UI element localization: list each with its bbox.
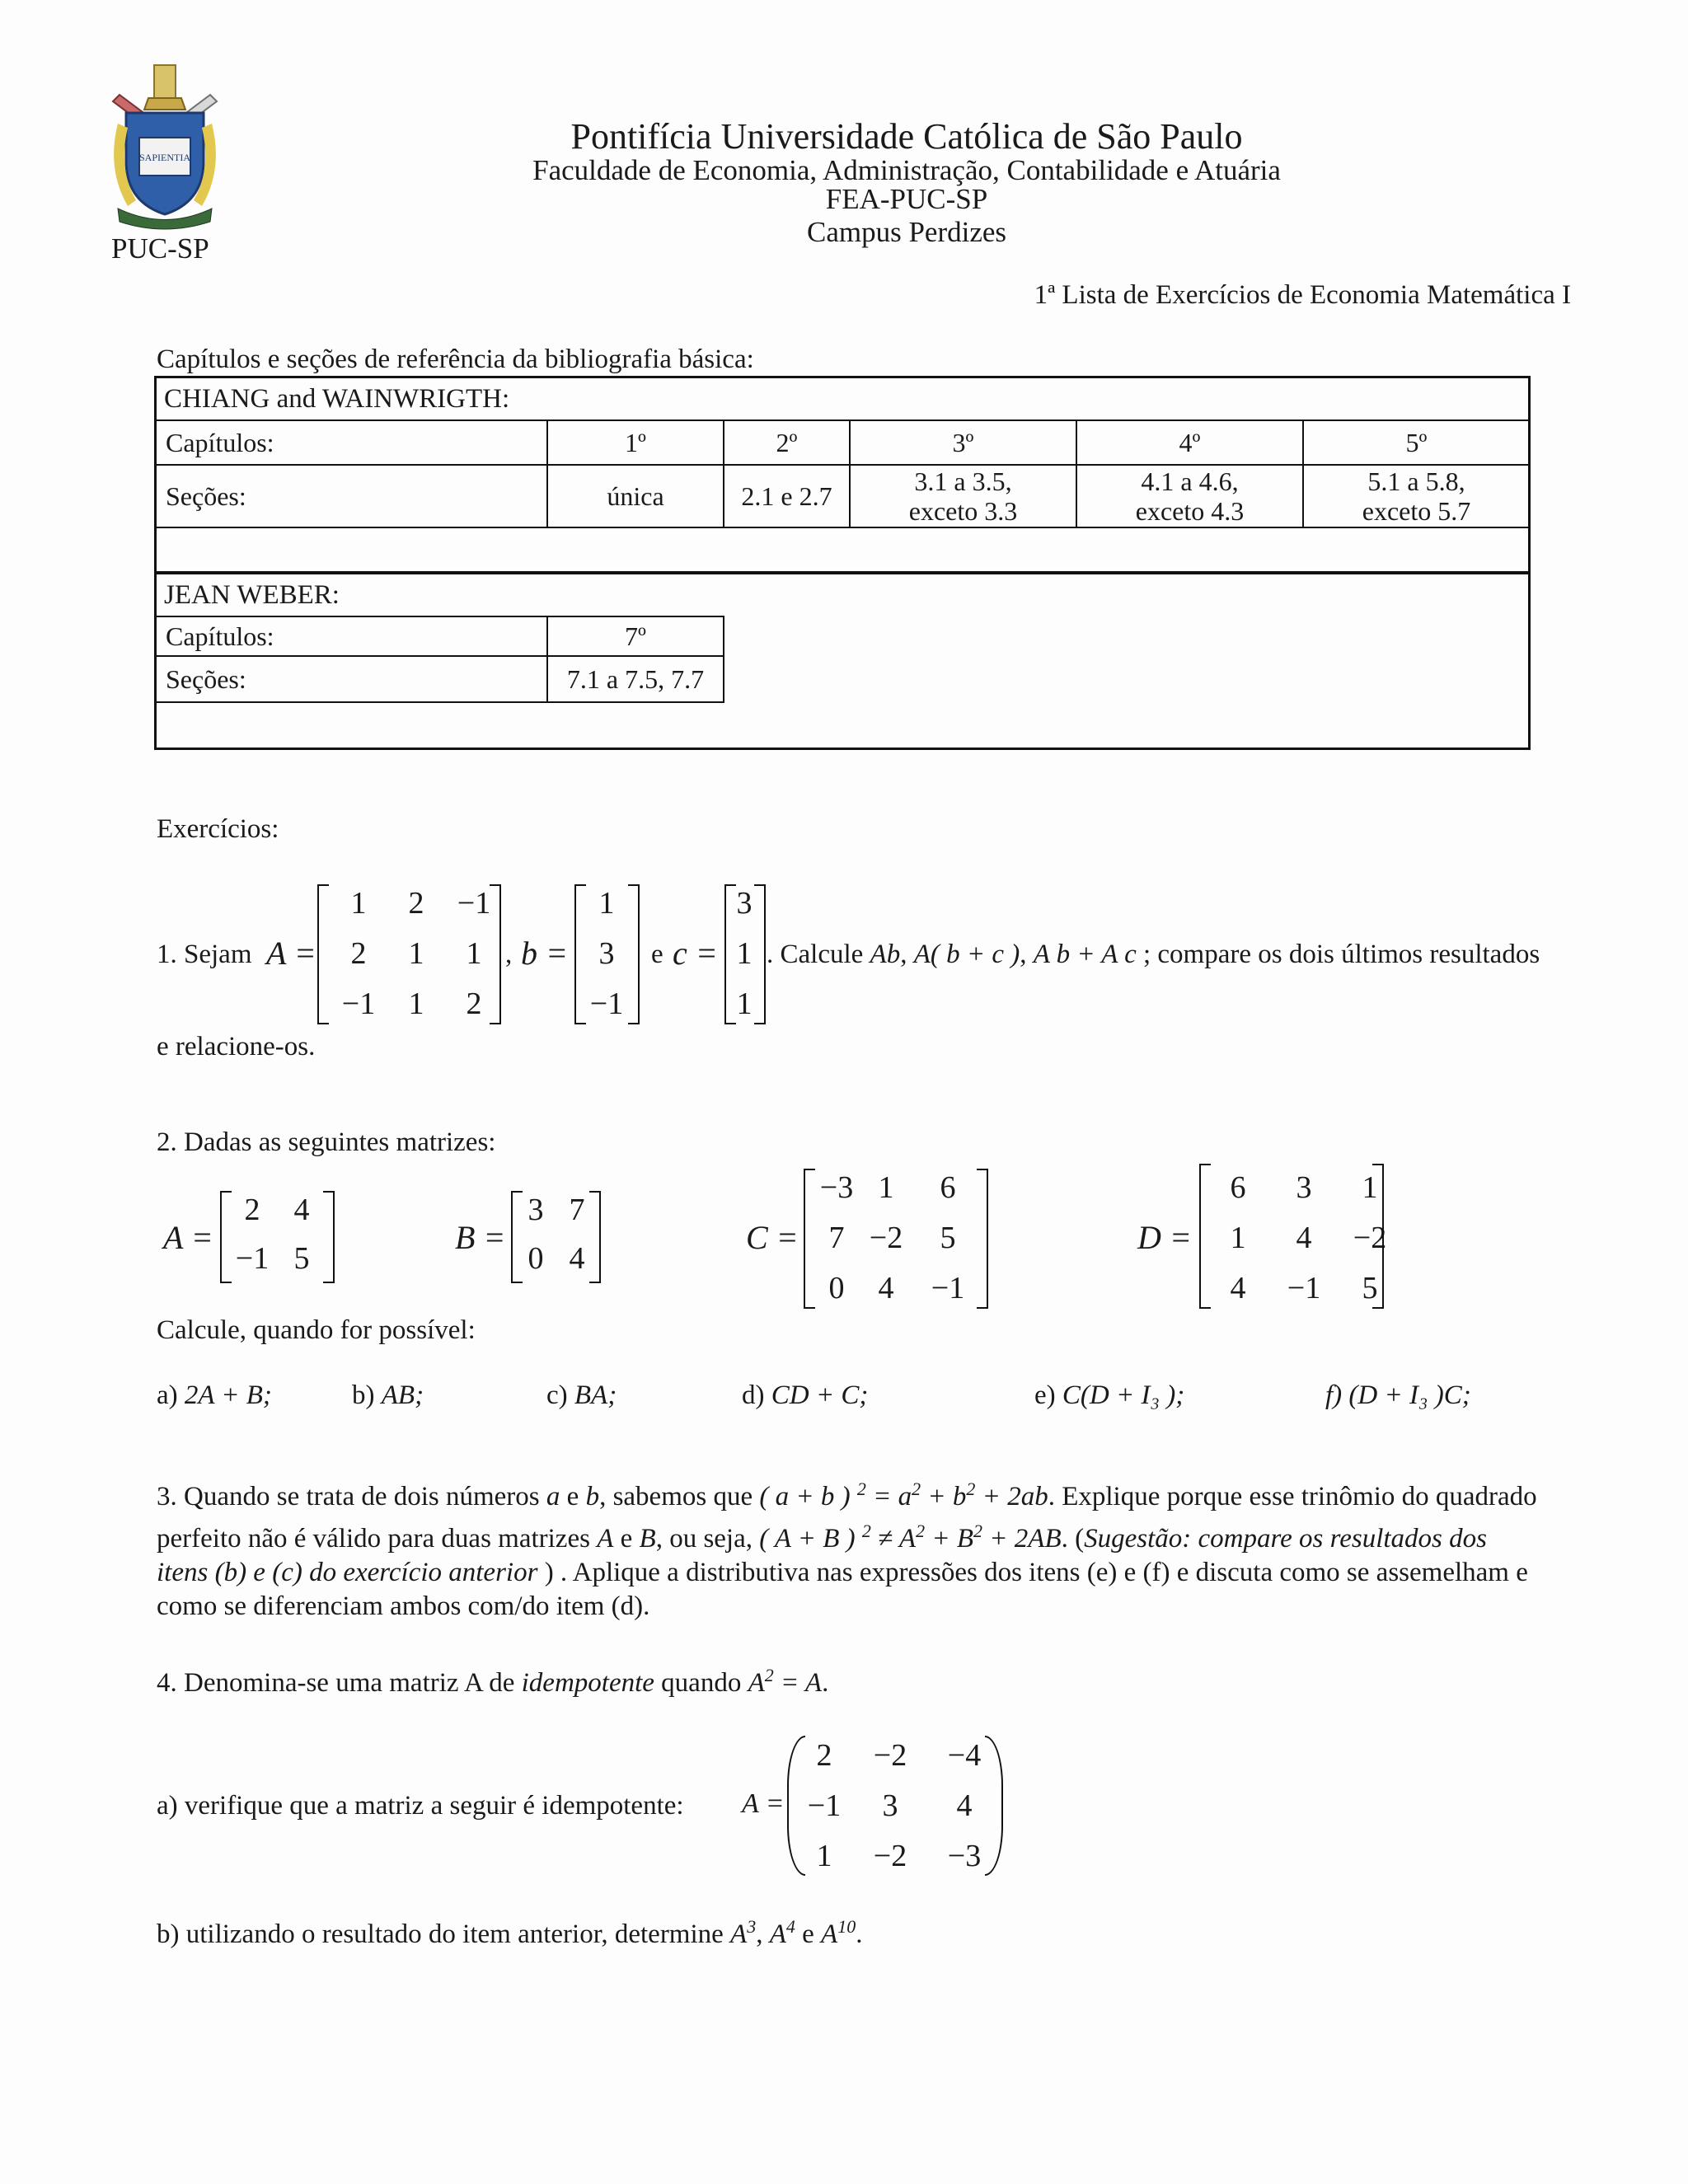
expr: + B [931, 1524, 974, 1554]
ex1-calc-line [767, 940, 1540, 970]
ex4-title [157, 1665, 828, 1699]
ex1-expr-ab: Ab [870, 940, 901, 969]
item-expr: AB; [381, 1380, 424, 1410]
item-expr: (D + I₃ )C; [1348, 1380, 1471, 1410]
weber-chapter-cell: 7º [546, 616, 724, 657]
expr: A [898, 1524, 917, 1554]
matrix-entry: −2 [873, 1839, 907, 1873]
ex1-sep: , [900, 940, 907, 969]
exponent: 2 [861, 1521, 871, 1541]
item-label: f) [1325, 1380, 1343, 1410]
expr: + b [927, 1482, 967, 1511]
expr: + 2ab [982, 1482, 1048, 1511]
chiang-author: CHIANG and WAINWRIGTH: [164, 384, 510, 414]
chiang-section-cell: única [546, 464, 724, 528]
matrix-entry: −1 [457, 886, 491, 921]
matrix-entry: 1 [736, 936, 753, 971]
matrix-entry: 7 [569, 1193, 585, 1227]
ex2-item-e [1034, 1380, 1184, 1411]
ex1-c-label: c = [673, 935, 718, 972]
matrix-entry: 6 [940, 1170, 956, 1205]
item-label: a) [157, 1380, 178, 1410]
power: A [730, 1919, 748, 1949]
text: perfeito não é válido para duas matrizes [157, 1524, 590, 1554]
ex3-line4 [157, 1590, 1571, 1624]
suggestion: itens (b) e (c) do exercício anterior [157, 1558, 538, 1587]
bracket-right [1372, 1164, 1384, 1309]
biblio-intro: Capítulos e seções de referência da bibliografia básica: [157, 344, 754, 374]
item-expr: CD + C; [771, 1380, 869, 1410]
ex4-b-text [157, 1916, 862, 1950]
weber-chapters-label: Capítulos: [154, 616, 548, 657]
matrix-entry: 2 [350, 936, 367, 971]
matrix-entry: −1 [235, 1241, 270, 1276]
matrix-entry: −1 [931, 1271, 965, 1305]
exponent: 2 [856, 1479, 866, 1499]
matrix-entry: −1 [341, 987, 376, 1021]
ex4-A-label: A = [742, 1788, 785, 1819]
ex1-expr-abc: A( b + c ) [913, 940, 1020, 969]
matrix-entry: 1 [1362, 1170, 1378, 1205]
ex2-matrix-A [227, 1192, 326, 1277]
matrix-entry: 1 [408, 987, 424, 1021]
item-expr: BA; [574, 1380, 617, 1410]
ex1-b-label: b = [521, 935, 568, 972]
campus-name: Campus Perdizes [806, 216, 1007, 248]
matrix-entry: −1 [807, 1788, 842, 1823]
ex1-calc-suffix: ; compare os dois últimos resultados [1142, 940, 1540, 969]
ex2-calc: Calcule, quando for possível: [157, 1315, 476, 1345]
text: b) utilizando o resultado do item anterior, determine [157, 1919, 724, 1949]
matrix-entry: 4 [1296, 1221, 1312, 1255]
matrix-entry: −2 [869, 1221, 903, 1255]
chiang-chapter-cell: 4º [1076, 419, 1304, 466]
chiang-chapter-cell: 1º [546, 419, 724, 466]
matrix-entry: 3 [528, 1193, 544, 1227]
var: a [546, 1482, 560, 1511]
chiang-section-cell: 3.1 a 3.5, exceto 3.3 [849, 464, 1077, 528]
matrix-entry: 4 [1230, 1271, 1246, 1305]
exponent: 2 [966, 1479, 976, 1499]
ex2-item-b [352, 1380, 424, 1411]
ex4-formula [748, 1665, 823, 1698]
bracket-right [490, 884, 501, 1024]
exponent: 3 [747, 1916, 757, 1937]
item-label: e) [1034, 1380, 1056, 1410]
ex2-D-label: D = [1137, 1219, 1192, 1256]
ex1-intro: 1. Sejam [157, 940, 252, 969]
weber-section-cell: 7.1 a 7.5, 7.7 [546, 655, 724, 703]
ex4-matrix-A [795, 1737, 1001, 1874]
ex2-item-f [1325, 1380, 1471, 1411]
faculty-abbrev: FEA-PUC-SP [825, 183, 988, 215]
exponent: 2 [916, 1521, 926, 1541]
expr: = A [781, 1668, 823, 1698]
matrix-entry: 7 [828, 1221, 845, 1255]
ex2-matrix-B [515, 1192, 598, 1277]
ex1-expr-abac: A b + A c [1033, 940, 1137, 969]
text: , [756, 1919, 763, 1949]
item-expr: 2A + B; [184, 1380, 272, 1410]
ex1-and: e [651, 940, 663, 969]
bracket-right [589, 1191, 601, 1283]
item-expr: C(D + I₃ ); [1062, 1380, 1185, 1410]
bracket-left [317, 884, 329, 1024]
ex3-paragraph [157, 1472, 1571, 1624]
chiang-sections-label: Seções: [154, 464, 548, 528]
ex2-item-a [157, 1380, 272, 1411]
text: e [620, 1524, 633, 1554]
text: . [856, 1919, 863, 1949]
matrix-entry: 4 [878, 1271, 894, 1305]
matrix-entry: −2 [873, 1738, 907, 1773]
matrix-entry: 1 [466, 936, 482, 971]
ex2-C-label: C = [746, 1219, 799, 1256]
matrix-entry: 6 [1230, 1170, 1246, 1205]
chiang-chapter-cell: 5º [1302, 419, 1531, 466]
matrix-entry: 5 [293, 1241, 310, 1276]
var: B [639, 1524, 656, 1554]
power: A [769, 1919, 786, 1949]
ex1-matrix-A [330, 885, 503, 1022]
svg-text:SAPIENTIA: SAPIENTIA [139, 152, 190, 163]
expr: ( a + b ) [759, 1482, 851, 1511]
matrix-entry: 1 [408, 936, 424, 971]
matrix-entry: 3 [1296, 1170, 1312, 1205]
text: , sabemos que [599, 1482, 753, 1511]
matrix-entry: 1 [350, 886, 367, 921]
matrix-entry: 1 [1230, 1221, 1246, 1255]
matrix-entry: 2 [466, 987, 482, 1021]
matrix-entry: 5 [940, 1221, 956, 1255]
ex2-B-label: B = [455, 1219, 506, 1256]
term: idempotente [521, 1668, 654, 1698]
matrix-entry: 2 [816, 1738, 832, 1773]
matrix-entry: −1 [589, 987, 624, 1021]
puc-sp-crest-logo [103, 62, 227, 235]
expr: ( A + B ) [759, 1524, 856, 1554]
item-label: b) [352, 1380, 375, 1410]
ex2-A-label: A = [163, 1219, 213, 1256]
bracket-right [323, 1191, 335, 1283]
matrix-entry: 1 [736, 987, 753, 1021]
item-label: c) [546, 1380, 568, 1410]
matrix-entry: 1 [816, 1839, 832, 1873]
exponent: 2 [764, 1665, 774, 1685]
matrix-entry: 4 [293, 1193, 310, 1227]
bracket-right [977, 1169, 988, 1309]
matrix-entry: 0 [828, 1271, 845, 1305]
ex1-line2: e relacione-os. [157, 1032, 316, 1062]
weber-sections-label: Seções: [154, 655, 548, 703]
exercises-title: Exercícios: [157, 814, 279, 844]
exponent: 10 [837, 1916, 856, 1937]
chiang-chapter-cell: 3º [849, 419, 1077, 466]
suggestion: Sugestão: compare os resultados dos [1084, 1524, 1487, 1554]
expr: A [748, 1668, 765, 1698]
chiang-section-cell: 5.1 a 5.8, exceto 5.7 [1302, 464, 1531, 528]
exponent: 4 [785, 1916, 795, 1937]
text: e [802, 1919, 814, 1949]
ex1-comma: , [505, 940, 513, 969]
matrix-entry: 3 [882, 1788, 898, 1823]
ex3-formula2 [759, 1521, 1062, 1554]
ex2-item-d [742, 1380, 868, 1411]
list-title: 1ª Lista de Exercícios de Economia Matemática I [1034, 280, 1571, 310]
expr: + 2AB [989, 1524, 1062, 1554]
text: como se diferenciam ambos com/do item (d). [157, 1591, 650, 1621]
matrix-entry: −4 [947, 1738, 982, 1773]
text: 3. Quando se trata de dois números [157, 1482, 540, 1511]
matrix-entry: 2 [244, 1193, 260, 1227]
ex1-sep: , [1020, 940, 1027, 969]
ex4-a-text: a) verifique que a matriz a seguir é idempotente: [157, 1791, 684, 1821]
chiang-chapter-cell: 2º [723, 419, 851, 466]
expr: = a [873, 1482, 912, 1511]
matrix-entry: 0 [528, 1241, 544, 1276]
ex2-matrix-C [812, 1169, 985, 1306]
text: . ( [1061, 1524, 1085, 1554]
matrix-entry: 1 [598, 886, 615, 921]
var: A [597, 1524, 614, 1554]
matrix-entry: 3 [598, 936, 615, 971]
chiang-chapters-label: Capítulos: [154, 419, 548, 466]
matrix-entry: 1 [878, 1170, 894, 1205]
chiang-section-cell: 2.1 e 2.7 [723, 464, 851, 528]
text: ) . Aplique a distributiva nas expressões dos itens (e) e (f) e discuta como se assemelham e [544, 1558, 1528, 1587]
matrix-entry: 4 [569, 1241, 585, 1276]
neq-symbol: ≠ [878, 1524, 893, 1554]
bracket-right [628, 884, 640, 1024]
faculty-name: Faculdade de Economia, Administração, Contabilidade e Atuária [532, 154, 1281, 186]
matrix-entry: 4 [956, 1788, 973, 1823]
text: e [566, 1482, 579, 1511]
ex1-A-label: A = [266, 935, 316, 972]
logo-label: PUC-SP [111, 232, 209, 265]
text: , ou seja, [655, 1524, 753, 1554]
ex1-vector-b [582, 885, 631, 1022]
matrix-entry: 3 [736, 886, 753, 921]
text: . Explique porque esse trinômio do quadrado [1048, 1482, 1537, 1511]
text: 4. Denomina-se uma matriz A de [157, 1668, 515, 1698]
matrix-entry: 2 [408, 886, 424, 921]
ex3-line2 [157, 1514, 1571, 1556]
ex2-item-c [546, 1380, 617, 1411]
matrix-entry: 5 [1362, 1271, 1378, 1305]
ex1-calc-prefix: . Calcule [767, 940, 864, 969]
weber-author: JEAN WEBER: [164, 580, 340, 610]
item-label: d) [742, 1380, 765, 1410]
text: . [822, 1668, 829, 1698]
var: b [585, 1482, 600, 1511]
ex2-title: 2. Dadas as seguintes matrizes: [157, 1127, 496, 1157]
matrix-entry: −2 [1353, 1221, 1387, 1255]
matrix-entry: −1 [1287, 1271, 1321, 1305]
chiang-section-cell: 4.1 a 4.6, exceto 4.3 [1076, 464, 1304, 528]
matrix-entry: −3 [947, 1839, 982, 1873]
university-name: Pontifícia Universidade Católica de São Paulo [570, 116, 1243, 157]
bracket-right [754, 884, 766, 1024]
exponent: 2 [912, 1479, 921, 1499]
text: quando [661, 1668, 742, 1698]
power: A [821, 1919, 838, 1949]
ex3-line1 [157, 1472, 1571, 1514]
matrix-entry: −3 [819, 1170, 854, 1205]
ex3-line3 [157, 1556, 1571, 1590]
exponent: 2 [973, 1521, 983, 1541]
ex3-formula1 [759, 1479, 1048, 1511]
